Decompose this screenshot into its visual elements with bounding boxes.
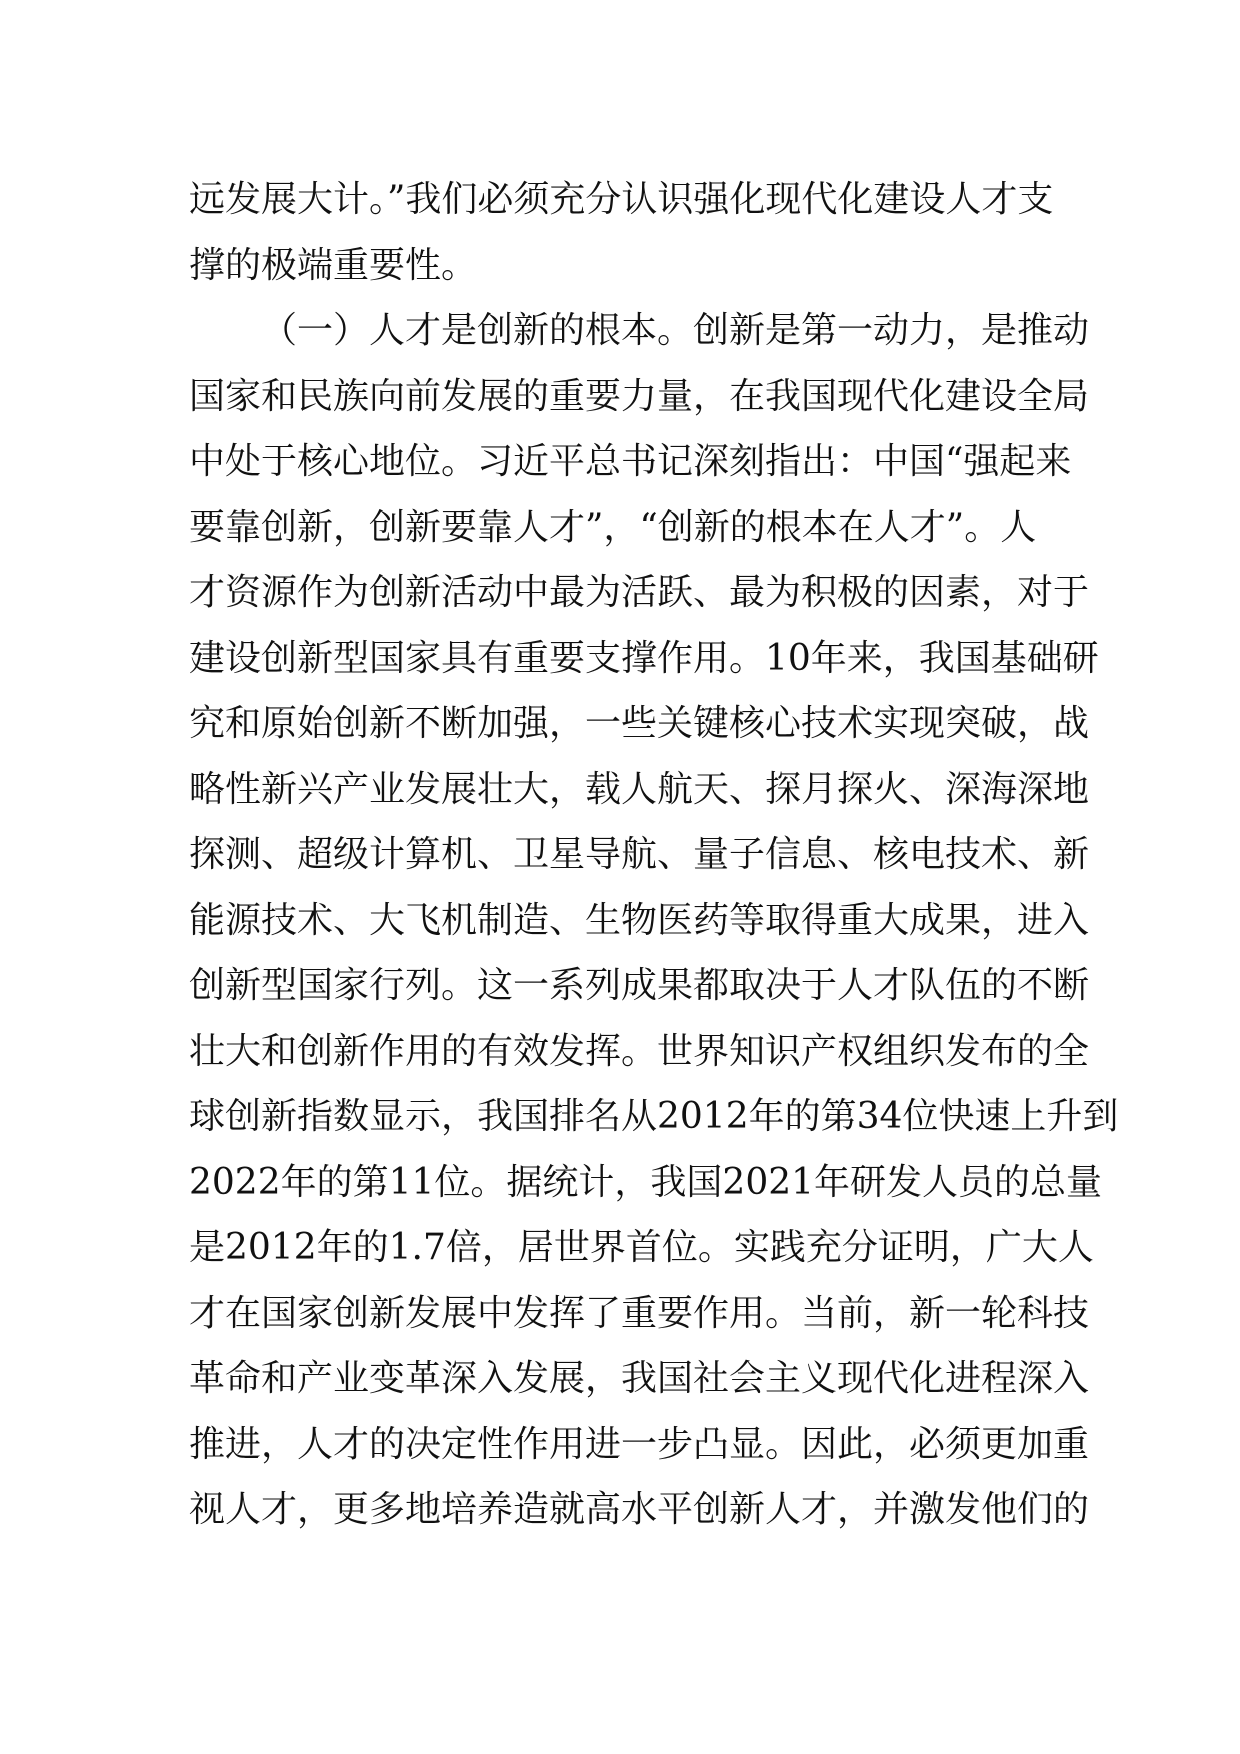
body-text bbox=[189, 167, 1119, 1543]
text-line: 才在国家创新发展中发挥了重要作用。当前，新一轮科技 bbox=[189, 1292, 1090, 1334]
text-line: 略性新兴产业发展壮大，载人航天、探月探火、深海深地 bbox=[189, 768, 1090, 810]
text-line: 国家和民族向前发展的重要力量，在我国现代化建设全局 bbox=[189, 375, 1090, 417]
text-line: 推进，人才的决定性作用进一步凸显。因此，必须更加重 bbox=[189, 1423, 1090, 1465]
text-line: 球创新指数显示，我国排名从2012年的第34位快速上升到 bbox=[189, 1096, 1119, 1137]
text-line: 撑的极端重要性。 bbox=[189, 244, 478, 286]
text-line: 革命和产业变革深入发展，我国社会主义现代化进程深入 bbox=[189, 1358, 1090, 1399]
text-line: 究和原始创新不断加强，一些关键核心技术实现突破，战 bbox=[189, 703, 1090, 744]
text-line: 建设创新型国家具有重要支撑作用。10年来，我国基础研 bbox=[189, 637, 1099, 679]
text-line: 能源技术、大飞机制造、生物医药等取得重大成果，进入 bbox=[189, 899, 1090, 941]
text-line: 创新型国家行列。这一系列成果都取决于人才队伍的不断 bbox=[189, 965, 1090, 1006]
text-line: 远发展大计。”我们必须充分认识强化现代化建设人才支 bbox=[189, 179, 1054, 220]
text-line: 壮大和创新作用的有效发挥。世界知识产权组织发布的全 bbox=[189, 1030, 1090, 1072]
text-line: 中处于核心地位。习近平总书记深刻指出：中国“强起来 bbox=[189, 441, 1072, 482]
text-line: 视人才，更多地培养造就高水平创新人才，并激发他们的 bbox=[189, 1489, 1090, 1530]
text-line: 才资源作为创新活动中最为活跃、最为积极的因素，对于 bbox=[189, 572, 1090, 613]
text-line: 要靠创新，创新要靠人才”，“创新的根本在人才”。人 bbox=[189, 506, 1037, 548]
text-line: 探测、超级计算机、卫星导航、量子信息、核电技术、新 bbox=[189, 834, 1090, 875]
text-line: 是2012年的1.7倍，居世界首位。实践充分证明，广大人 bbox=[189, 1227, 1094, 1268]
section-heading-line: （一）人才是创新的根本。创新是第一动力，是推动 bbox=[261, 310, 1090, 351]
text-line: 2022年的第11位。据统计，我国2021年研发人员的总量 bbox=[189, 1161, 1103, 1203]
